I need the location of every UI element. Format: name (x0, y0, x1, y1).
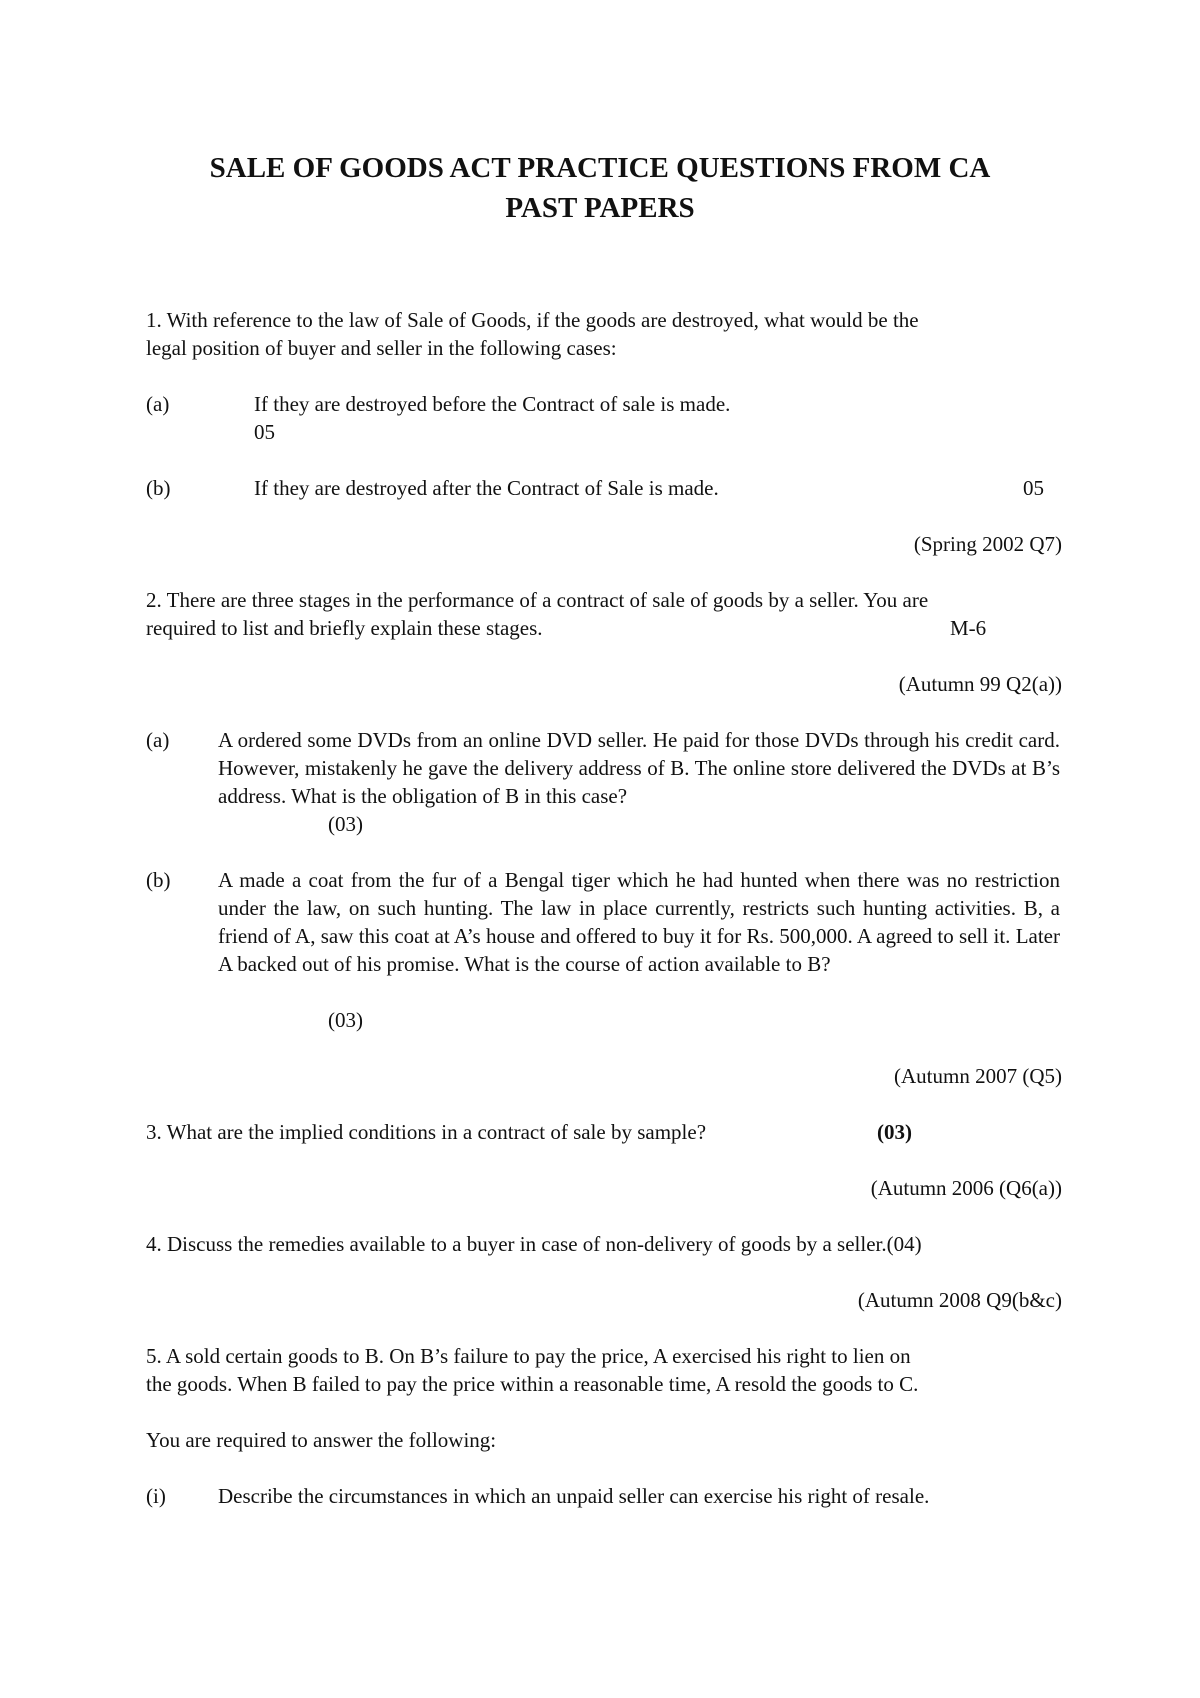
page-title (100, 148, 1100, 228)
q5-instruction: You are required to answer the following: (146, 1428, 497, 1452)
q2-a-label: (a) (146, 728, 170, 752)
q1-b-marks: 05 (1023, 476, 1044, 500)
q1-a-marks: 05 (254, 420, 275, 444)
q2-b-text: A made a coat from the fur of a Bengal tiger which he had hunted when there was no restriction under the law, on such hunting. The law in place currently, restricts such hunting activities. B, a friend of A, saw this coat at A’s house and offered to buy it for Rs. 500,000. A agreed to sell it. Later A backed out of his promise. What is the course of action available to B? (218, 868, 1060, 976)
q4-source: (Autumn 2008 Q9(b&c) (857, 1288, 1062, 1312)
q1-a-text: If they are destroyed before the Contract of sale is made. (254, 392, 731, 416)
q2-marks: M-6 (950, 616, 987, 640)
q1-source: (Spring 2002 Q7) (913, 532, 1062, 556)
q1-line-2: legal position of buyer and seller in the following cases: (146, 336, 617, 360)
title-line-2: PAST PAPERS (505, 192, 695, 224)
q2-source-2: (Autumn 2007 (Q5) (894, 1064, 1062, 1088)
q2-a-text: A ordered some DVDs from an online DVD seller. He paid for those DVDs through his credit card. However, mistakenly he gave the delivery address of B. The online store delivered the DVDs at B’s address. What is the obligation of B in this case? (218, 728, 1060, 808)
q2-b-label: (b) (146, 868, 171, 892)
q1-a-label: (a) (146, 392, 170, 416)
title-line-1: SALE OF GOODS ACT PRACTICE QUESTIONS FROM CA (209, 152, 991, 184)
q5-i-text: Describe the circumstances in which an unpaid seller can exercise his right of resale. (218, 1484, 930, 1508)
q1-b-text: If they are destroyed after the Contract of Sale is made. (254, 476, 719, 500)
q4-text: 4. Discuss the remedies available to a buyer in case of non-delivery of goods by a seller.(04) (146, 1232, 922, 1256)
q2-b-marks: (03) (328, 1008, 363, 1032)
q5-line-1: 5. A sold certain goods to B. On B’s failure to pay the price, A exercised his right to lien on (146, 1344, 911, 1368)
q2-a-marks: (03) (328, 812, 363, 836)
q1-line-1: 1. With reference to the law of Sale of Goods, if the goods are destroyed, what would be the (146, 308, 919, 332)
q5-i-label: (i) (146, 1484, 166, 1508)
q3-marks: (03) (877, 1120, 912, 1144)
q3-source: (Autumn 2006 (Q6(a)) (870, 1176, 1062, 1200)
q2-line-2: required to list and briefly explain these stages. (146, 616, 543, 640)
q1-b-label: (b) (146, 476, 171, 500)
q2-line-1: 2. There are three stages in the performance of a contract of sale of goods by a seller. You are (146, 588, 929, 612)
q3-text: 3. What are the implied conditions in a contract of sale by sample? (146, 1120, 707, 1144)
q5-line-2: the goods. When B failed to pay the price within a reasonable time, A resold the goods to C. (146, 1372, 919, 1396)
q2-source: (Autumn 99 Q2(a)) (898, 672, 1062, 696)
